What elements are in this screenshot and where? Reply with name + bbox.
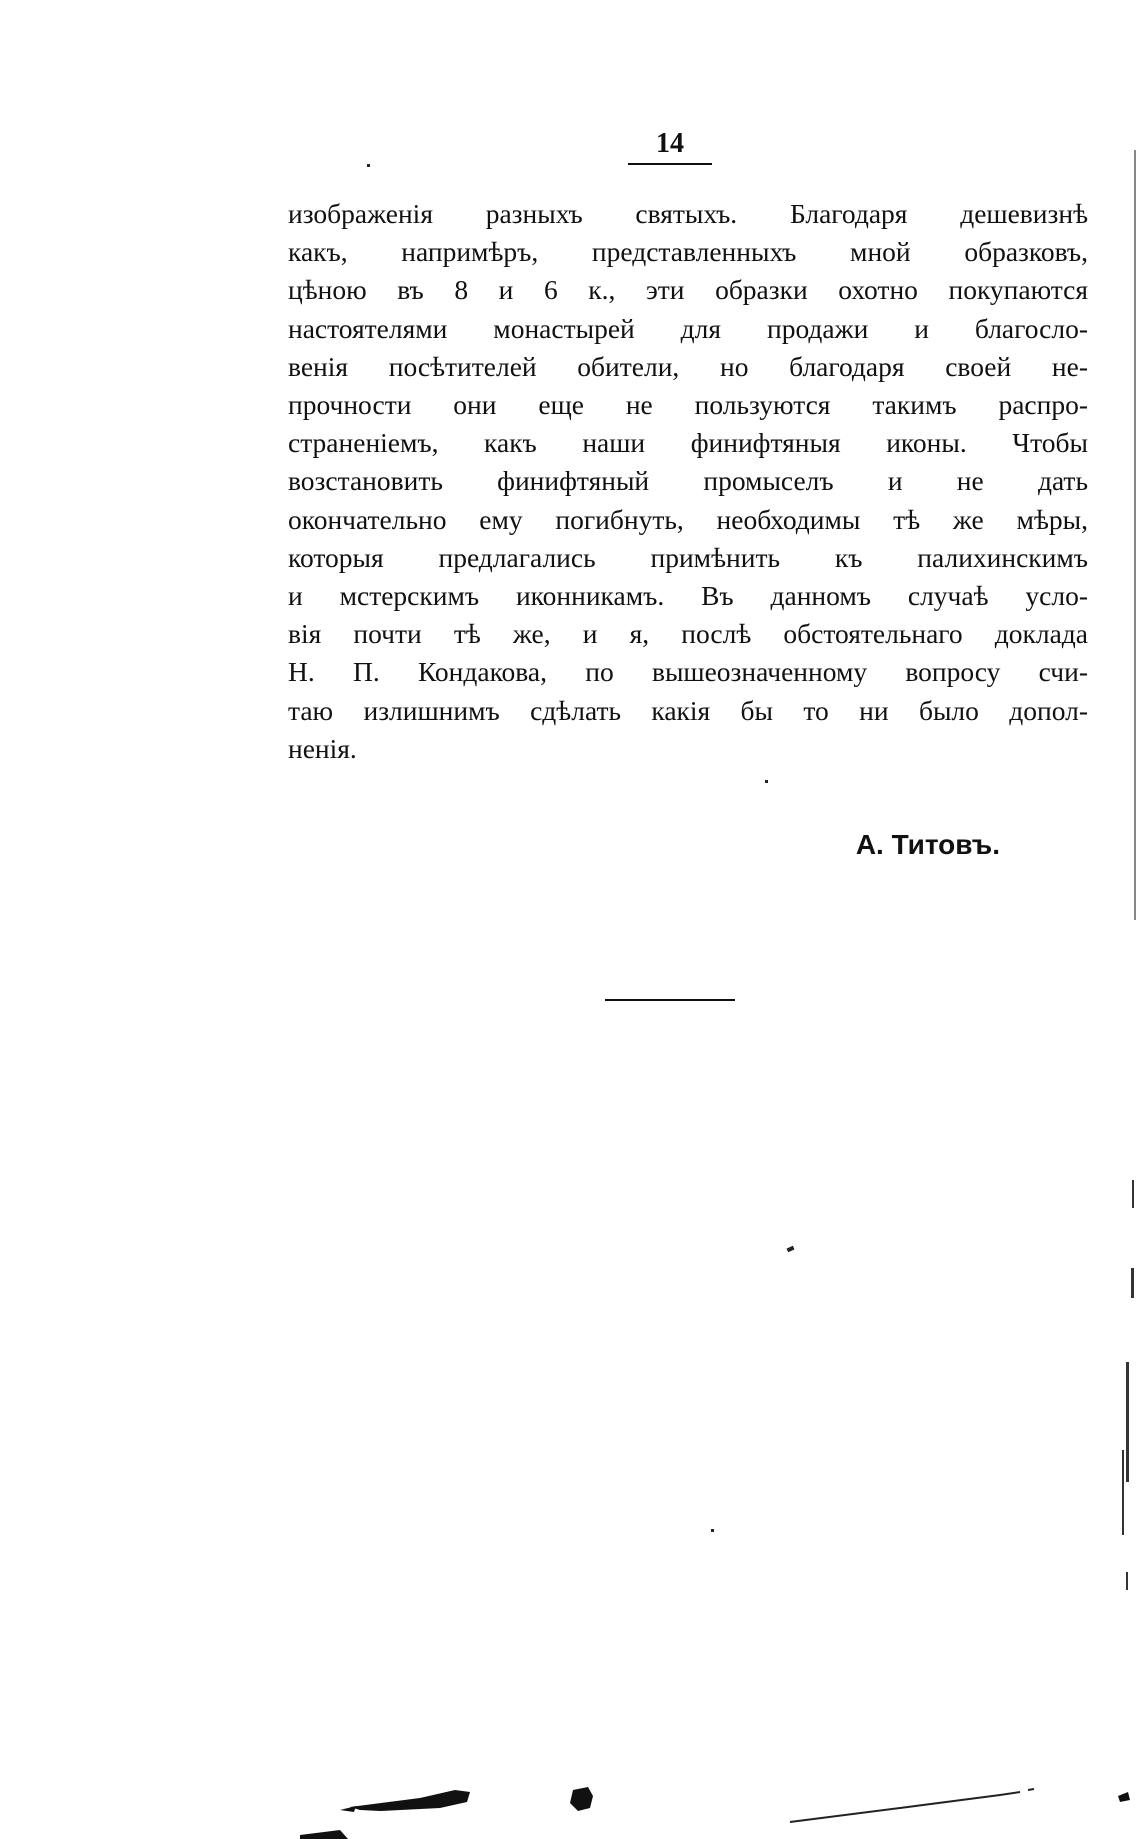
body-line: какъ, напримѣръ, представленныхъ мной образковъ, (288, 236, 1088, 268)
body-line: настоятелями монастырей для продажи и благосло- (288, 312, 1088, 344)
smudge-corner (1118, 1792, 1130, 1802)
signature: А. Титовъ. (855, 829, 1000, 860)
smudge-left-tail (340, 1806, 356, 1812)
smudge-bottom-left (300, 1830, 348, 1839)
body-line: изображенія разныхъ святыхъ. Благодаря дешевизнѣ (288, 198, 1088, 229)
body-line: таю излишнимъ сдѣлать какія бы то ни было допол- (288, 694, 1088, 726)
body-line: цѣною въ 8 и 6 к., эти образки охотно покупаются (288, 274, 1088, 306)
smudge-left (350, 1790, 470, 1811)
smudge-right-line (790, 1792, 1020, 1822)
page-number: 14 (656, 128, 684, 159)
body-line: вія почти тѣ же, и я, послѣ обстоятельнаго доклада (288, 618, 1088, 650)
body-line: венія посѣтителей обители, но благодаря своей не- (288, 350, 1088, 382)
body-line: и мстерскимъ иконникамъ. Въ данномъ случаѣ усло- (288, 580, 1088, 612)
smudge-right-dash (1028, 1789, 1034, 1790)
body-line: прочности они еще не пользуются такимъ распро- (288, 389, 1088, 421)
body-line: которыя предлагались примѣнить къ палихинскимъ (288, 541, 1088, 573)
body-line: окончательно ему погибнуть, необходимы тѣ же мѣры, (288, 503, 1088, 535)
smudge-center (570, 1787, 593, 1811)
body-line: возстановить финифтяный промыселъ и не дать (288, 465, 1088, 497)
body-line: Н. П. Кондакова, по вышеозначенному вопросу счи- (288, 656, 1088, 688)
body-line: страненіемъ, какъ наши финифтяныя иконы. Чтобы (288, 427, 1088, 459)
body-line: ненія. (288, 732, 357, 764)
